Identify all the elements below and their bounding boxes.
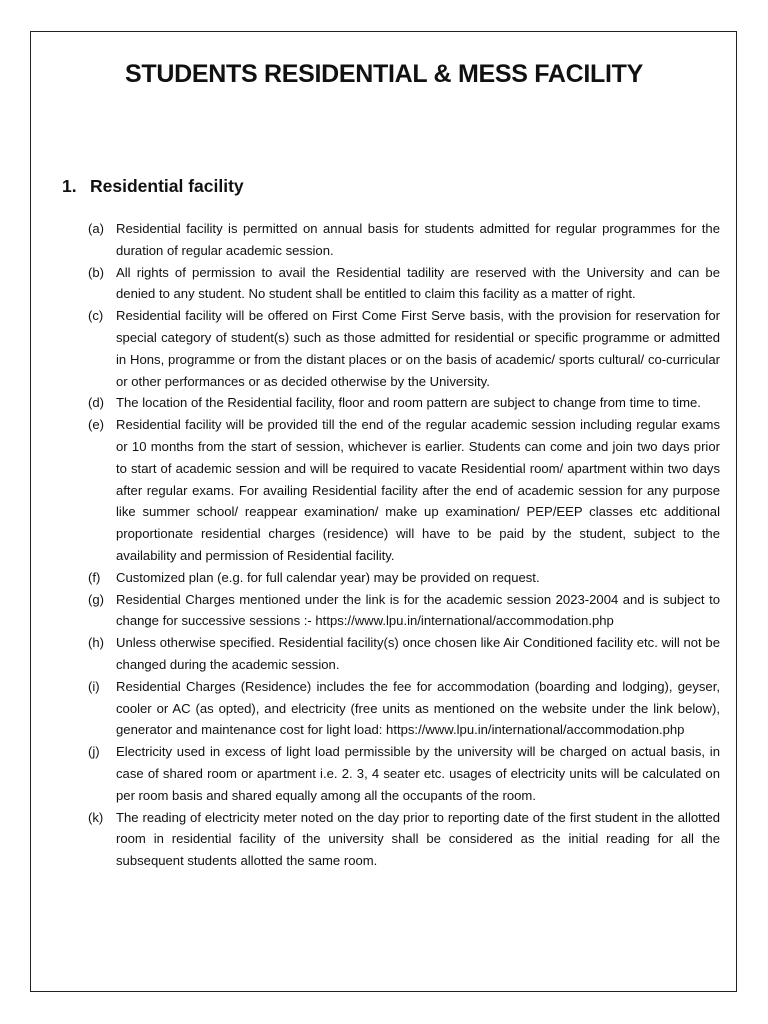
clause-e bbox=[88, 414, 720, 567]
clause-list bbox=[88, 218, 720, 872]
clause-k bbox=[88, 807, 720, 872]
clause-text: Residential facility is permitted on annual basis for students admitted for regular programmes for the duration of regular academic session. bbox=[116, 221, 720, 258]
clause-f bbox=[88, 567, 720, 589]
clause-text: All rights of permission to avail the Residential tadility are reserved with the University and can be denied to any student. No student shall be entitled to claim this facility as a matter of right. bbox=[116, 264, 720, 302]
clause-text: Residential Charges (Residence) includes the fee for accommodation (boarding and lodging), geyser, cooler or AC (as opted), and electricity (free units as mentioned on the website under the link below), generator and maintenance cost for light load: https://www.lpu.in/international/accommodation.php bbox=[116, 678, 720, 738]
clause-marker: (a) bbox=[88, 221, 105, 236]
clause-marker: (k) bbox=[88, 809, 104, 825]
section-heading bbox=[62, 174, 244, 198]
clause-marker: (b) bbox=[88, 264, 105, 280]
clause-marker: (f) bbox=[88, 569, 101, 585]
clause-i bbox=[88, 676, 720, 741]
section-number: 1. bbox=[62, 176, 77, 196]
clause-b bbox=[88, 262, 720, 306]
clause-marker: (d) bbox=[88, 395, 105, 411]
clause-h bbox=[88, 632, 720, 676]
clause-marker: (c) bbox=[88, 308, 104, 324]
clause-text: Residential facility will be offered on First Come First Serve basis, with the provision for reservation for special category of student(s) such as those admitted for residential or specific programme or admitted in Hons, programme or from the distant places or on the basis of academic/ sports cultural/ co-curricular or other performances or as decided otherwise by the University. bbox=[116, 308, 720, 389]
clause-marker: (e) bbox=[88, 417, 105, 433]
clause-text: Electricity used in excess of light load permissible by the university will be charged on actual basis, in case of shared room or apartment i.e. 2. 3, 4 seater etc. usages of electricity units will be calculated on per room basis and shared equally among all the occupants of the room. bbox=[116, 744, 720, 803]
clause-text: Customized plan (e.g. for full calendar year) may be provided on request. bbox=[116, 569, 540, 585]
clause-marker: (h) bbox=[88, 635, 105, 651]
clause-marker: (j) bbox=[88, 744, 100, 760]
document-title: STUDENTS RESIDENTIAL & MESS FACILITY bbox=[125, 60, 643, 88]
section-title: Residential facility bbox=[90, 176, 244, 196]
clause-marker: (i) bbox=[88, 678, 100, 694]
clause-text: Residential Charges mentioned under the link is for the academic session 2023-2004 and is subject to change for successive sessions :- https://www.lpu.in/international/accommodation.php bbox=[116, 591, 720, 629]
clause-a bbox=[88, 218, 720, 262]
clause-d bbox=[88, 392, 720, 414]
clause-text: The location of the Residential facility, floor and room pattern are subject to change from time to time. bbox=[116, 395, 701, 411]
clause-j bbox=[88, 741, 720, 806]
clause-marker: (g) bbox=[88, 591, 105, 607]
clause-c bbox=[88, 305, 720, 392]
clause-text: Unless otherwise specified. Residential facility(s) once chosen like Air Conditioned facility etc. will not be changed during the academic session. bbox=[116, 635, 720, 672]
clause-g bbox=[88, 589, 720, 633]
clause-text: Residential facility will be provided till the end of the regular academic session including regular exams or 10 months from the start of session, whichever is earlier. Students can come and join two days prior to start of academic session and will be required to vacate Residential room/ apartment within two days after regular exams. For availing Residential facility after the end of academic session for any purpose like summer school/ reappear examination/ make up examination/ PEP/EEP classes etc additional proportionate residential charges (residence) will have to be paid by the student, subject to the availability and permission of Residential facility. bbox=[116, 417, 720, 563]
clause-text: The reading of electricity meter noted on the day prior to reporting date of the first student in the allotted room in residential facility of the university shall be considered as the initial reading for all the subsequent students allotted the same room. bbox=[116, 809, 720, 869]
